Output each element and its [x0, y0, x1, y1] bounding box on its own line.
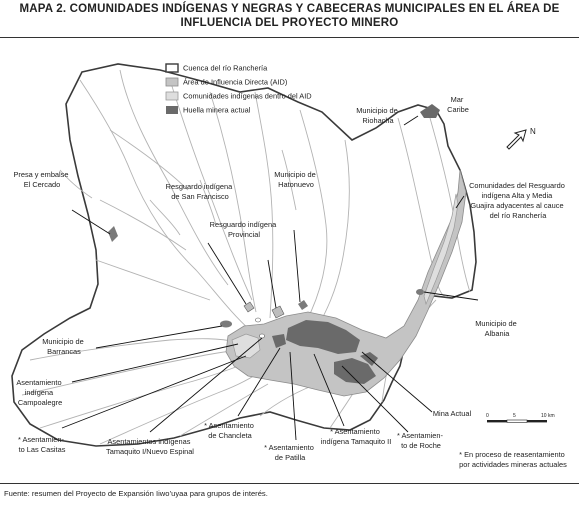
- label-presa-line-1: Presa y embalse: [13, 170, 69, 179]
- scale-tick-0: 0: [486, 413, 489, 419]
- legend-label-aid: Área de Influencia Directa (AID): [183, 77, 288, 87]
- legend-label-basin: Cuenca del río Ranchería: [183, 63, 268, 73]
- label-tamaquito-i: [106, 437, 194, 456]
- label-chancleta: [204, 421, 256, 440]
- label-en-proceso-line-2: por actividades mineras actuales: [459, 460, 567, 469]
- scale-tick-10: 10 km: [541, 413, 555, 419]
- label-las-casitas: [18, 435, 66, 454]
- label-resguardo-alta-line-1: Comunidades del Resguardo: [469, 181, 565, 190]
- label-provincial-line-1: Resguardo indígena: [209, 220, 277, 229]
- legend-label-mining: Huella minera actual: [183, 105, 251, 115]
- label-patilla-line-1: * Asentamiento: [264, 443, 314, 452]
- legend-swatch-mining: [166, 106, 178, 114]
- label-campoalegre-line-2: indígena: [24, 388, 54, 397]
- label-albania-line-1: Municipio de: [475, 319, 517, 328]
- legend-swatch-basin: [166, 64, 178, 72]
- basin-outline: [12, 64, 476, 446]
- label-las-casitas-line-2: to Las Casitas: [18, 445, 66, 454]
- label-patilla-line-2: de Patilla: [274, 453, 306, 462]
- label-san-francisco-line-1: Resguardo indígena: [165, 182, 233, 191]
- label-mar-caribe: [447, 95, 469, 114]
- label-patilla: [264, 443, 316, 462]
- label-roche: [397, 431, 445, 450]
- label-en-proceso: [459, 450, 567, 469]
- label-mina-actual: [433, 409, 472, 418]
- label-riohacha: [356, 106, 400, 125]
- label-campoalegre-line-3: Campoalegre: [17, 398, 63, 407]
- label-resguardo-alta: [469, 181, 567, 220]
- label-hatonuevo-line-1: Municipio de: [274, 170, 316, 179]
- legend-swatch-aid: [166, 78, 178, 86]
- label-presa-line-2: El Cercado: [23, 180, 61, 189]
- label-tamaquito-i-line-2: Tamaquito I/Nuevo Espinal: [106, 447, 194, 456]
- north-arrow: [507, 127, 536, 149]
- label-roche-line-2: to de Roche: [401, 441, 441, 450]
- label-san-francisco: [166, 182, 235, 201]
- scale-bar: [486, 413, 555, 422]
- label-las-casitas-line-1: * Asentamien-: [17, 435, 64, 444]
- scale-tick-5: 5: [513, 413, 516, 419]
- label-campoalegre-line-1: Asentamiento: [16, 378, 62, 387]
- label-barrancas-line-1: Municipio de: [42, 337, 84, 346]
- map-title-line-2: INFLUENCIA DEL PROYECTO MINERO: [180, 17, 399, 29]
- label-tamaquito-ii-line-2: indígena Tamaquito II: [320, 437, 392, 446]
- small-settlement-2: [255, 318, 260, 322]
- label-chancleta-line-2: de Chancleta: [208, 431, 252, 440]
- north-label: N: [530, 127, 536, 136]
- label-riohacha-line-2: Riohacha: [362, 116, 394, 125]
- label-riohacha-line-1: Municipio de: [356, 106, 398, 115]
- source-note: Fuente: resumen del Proyecto de Expansión Iiwo’uyaa para grupos de interés.: [4, 489, 268, 498]
- label-resguardo-alta-line-3: Guajira adyacentes al cauce: [470, 201, 564, 210]
- scale-bar-segment-3: [527, 420, 547, 422]
- basin-map: [0, 38, 579, 483]
- label-albania: [475, 319, 519, 338]
- label-provincial-line-2: Provincial: [227, 230, 261, 239]
- label-mina-actual-line-1: Mina Actual: [432, 409, 472, 418]
- albania-town: [416, 289, 424, 295]
- bottom-rule: [0, 483, 579, 484]
- scale-bar-segment-1: [487, 420, 507, 422]
- label-san-francisco-line-2: de San Francisco: [171, 192, 229, 201]
- label-hatonuevo: [274, 170, 318, 189]
- label-barrancas: [42, 337, 86, 356]
- label-tamaquito-ii-line-1: * Asentamiento: [330, 427, 380, 436]
- small-settlement-1: [259, 334, 264, 338]
- label-mar-caribe-line-1: Mar: [450, 95, 464, 104]
- scale-bar-segment-2: [507, 420, 527, 422]
- label-chancleta-line-1: * Asentamiento: [204, 421, 254, 430]
- label-resguardo-alta-line-4: del río Ranchería: [489, 211, 547, 220]
- label-presa: [13, 170, 70, 189]
- legend-label-indigenous: Comunidades indígenas dentro del AID: [183, 91, 312, 101]
- label-tamaquito-i-line-1: Asentamientos indígenas: [107, 437, 191, 446]
- label-barrancas-line-2: Barrancas: [47, 347, 81, 356]
- label-en-proceso-line-1: * En proceso de reasentamiento: [459, 450, 565, 459]
- label-hatonuevo-line-2: Hatonuevo: [278, 180, 314, 189]
- map-title: [0, 2, 579, 30]
- label-tamaquito-ii: [321, 427, 392, 446]
- legend-swatch-indigenous: [166, 92, 178, 100]
- north-arrow-icon: [507, 130, 526, 149]
- map-title-line-1: MAPA 2. COMUNIDADES INDÍGENAS Y NEGRAS Y CABECERAS MUNICIPALES EN EL ÁREA DE: [19, 3, 560, 15]
- label-albania-line-2: Albania: [484, 329, 510, 338]
- label-resguardo-alta-line-2: indígena Alta y Media: [481, 191, 553, 200]
- label-roche-line-1: * Asentamien-: [396, 431, 443, 440]
- label-mar-caribe-line-2: Caribe: [447, 105, 469, 114]
